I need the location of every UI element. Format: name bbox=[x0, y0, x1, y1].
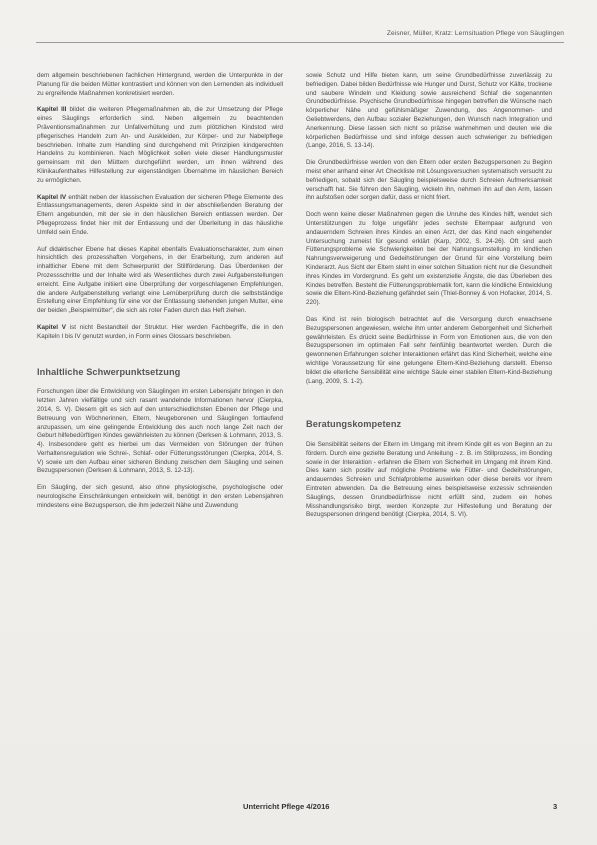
section-heading: Inhaltliche Schwerpunktsetzung bbox=[37, 366, 181, 377]
paragraph-text: Das Kind ist rein biologisch betrachtet auf die Versorgung durch erwachsene Bezugspersonen angewiesen, welche ihm unter anderem Geborgenheit und Sicherheit gewährleisten. Es drückt seine Bedürfnisse in Form von Emotionen aus, die von den Bezugspersonen im optimalen Fall sehr feinfühlig beantwortet werden. Durch die gewonnenen Erfahrungen solcher Interaktionen erfährt das Kind Sicherheit, welche eine wichtige Voraussetzung für eine gelungene Eltern-Kind-Beziehung darstellt. Ebenso bildet die elterliche Sensibilität eine wichtige Säule einer stabilen Eltern-Kind-Beziehung (Lang, 2009, S. 1-2). bbox=[306, 315, 552, 385]
paragraph-text: Die Sensibilität seitens der Eltern im Umgang mit ihrem Kinde gilt es von Beginn an zu fördern. Durch eine gezielte Beratung und Anleitung - z. B. im Stillprozess, im Bonding sowie in der Interaktion - erfahren die Eltern von Sicherheit im Umgang mit ihrem Kind. Dies kann sich positiv auf mögliche Probleme wie Fütter- und Gedeihstörungen, andauerndes Schreien und Schlafprobleme auswirken oder diese bereits vor ihrem Eintreten abwenden. Da die Betreuung eines beispielsweise exzessiv schreienden Säuglings, dessen Grundbedürfnisse nicht erfüllt sind, zudem ein hohes Misshandlungsrisiko birgt, werden Konzepte zur Hilfestellung und Beratung der Bezugspersonen dringend benötigt (Cierpka, 2014, S. VI). bbox=[306, 441, 552, 519]
paragraph bbox=[306, 211, 552, 308]
left-column bbox=[37, 72, 283, 519]
paragraph bbox=[306, 441, 552, 520]
paragraph bbox=[306, 316, 552, 386]
footer-issue: Unterricht Pflege 4/2016 bbox=[243, 802, 330, 811]
paragraph bbox=[37, 324, 283, 342]
running-header-text: Zeisner, Müller, Kratz: Lernsituation Pflege von Säuglingen bbox=[386, 30, 564, 37]
paragraph bbox=[37, 246, 283, 316]
paragraph bbox=[37, 106, 283, 185]
paragraph-text: Doch wenn keine dieser Maßnahmen gegen die Unruhe des Kindes hilft, wendet sich Unterstützungen zu folge ungefähr jedes sechste Elternpaar aufgrund von andauerndem Schreien ihres Kindes an einen Arzt, der das Kind nach eingehender Untersuchung zumeist für gesund erklärt (Karp, 2002, S. 24-26). Oft sind auch Fütterungsprobleme wie Schwierigkeiten bei der Nahrungsumstellung im kindlichen Nahrungsverweigerung und Gedeihstörungen der Grund für eine Vorstellung beim Kinderarzt. Aus Sicht der Eltern steht in einer solchen Situation nicht nur die Gesundheit ihres Kindes im Vordergrund. Es geht um existenzielle Ängste, die das Überleben des Kindes betreffen. Besteht die Fütterungsproblematik fort, kann die kindliche Entwicklung sowie die Eltern-Kind-Beziehung gefährdet sein (Thiel-Bonney & von Hofacker, 2014, S. 220). bbox=[306, 211, 552, 307]
paragraph-text: dem allgemein beschriebenen fachlichen Hintergrund, werden die Unterpunkte in der Planung für die beiden Mütter kontrastiert und können von den Lernenden als individuell zu ergreifende Maßnahmen konkretisiert werden. bbox=[37, 72, 283, 97]
paragraph bbox=[306, 159, 552, 203]
paragraph bbox=[37, 388, 283, 476]
paragraph-text: Ein Säugling, der sich gesund, also ohne physiologische, psychologische oder neurologische Einschränkungen entwickeln will, benötigt in den ersten Lebensjahren mindestens eine Bezugsperson, die ihm jederzeit Nähe und Zuwendung bbox=[37, 484, 283, 509]
running-header bbox=[36, 30, 564, 43]
paragraph bbox=[37, 484, 283, 510]
paragraph bbox=[37, 72, 283, 98]
paragraph-text: bildet die weiteren Pflegemaßnahmen ab, die zur Umsetzung der Pflege eines Säuglings erforderlich sind. Neben allgemein zu beachtenden Präventionsmaßnahmen zur Unfallverhütung und zum plötzlichen Kindstod wird pflegerisches Handeln zum An- und Auskleiden, zur Körper- und zur Nabelpflege beschrieben. Inhalte zum Handling sind durchgehend mit Prinzipien kindgerechten Handelns zu kombinieren. Nach Möglichkeit sollen viele dieser Handlungsmuster gemeinsam mit den Müttern durchgeführt werden, um ihnen während des Klinikaufenthaltes Hilfestellung zur eigenständigen Übernahme im häuslichen Bereich zu ermöglichen. bbox=[37, 106, 283, 184]
section-heading: Beratungskompetenz bbox=[306, 419, 402, 430]
paragraph-text: Forschungen über die Entwicklung von Säuglingen im ersten Lebensjahr bringen in den letzten Jahren vielfältige und sich rasant wandelnde Informationen hervor (Cierpka, 2014, S. V). Diesem gilt es sich auf den unterschiedlichsten Ebenen der Pflege und Betreuung von Wöchnerinnen, Eltern, Neugeborenen und Säuglingen fortlaufend anzupassen, um eine gelingende Entwicklung des auch noch lange Zeit nach der Geburt hilfebedürftigen Kindes gewährleisten zu können (Derksen & Lohmann, 2013, S. 4). Insbesondere geht es hierbei um das Vermeiden von Störungen der frühen Verhaltensregulation wie Schrei-, Schlaf- oder Fütterungsstörungen (Cierpka, 2014, S. V) sowie um den Aufbau einer sicheren Bindung zwischen dem Säugling und seinen Bezugspersonen (Derksen & Lohmann, 2013, S. 12-13). bbox=[37, 388, 283, 475]
paragraph-lead: Kapitel V bbox=[37, 323, 66, 331]
paragraph-text: Die Grundbedürfnisse werden von den Eltern oder ersten Bezugspersonen zu Beginn meist eher anhand einer Art Checkliste mit Lösungsversuchen systematisch versucht zu befriedigen, sobald sich der Säugling beispielsweise durch Schreien Aufmerksamkeit verschafft hat. Sie führen den Säugling, wickeln ihn, nehmen ihn auf den Arm, lassen ihn aufstoßen oder sorgen dafür, dass er nicht friert. bbox=[306, 159, 552, 202]
paragraph-text: sowie Schutz und Hilfe bieten kann, um seine Grundbedürfnisse zuverlässig zu befriedigen. Dabei bilden Bedürfnisse wie Hunger und Durst, Schutz vor Kälte, trockene und saubere Windeln und Kleidung sowie ausreichend Schlaf die sogenannten Grundbedürfnisse. Psychische Grundbedürfnisse hingegen betreffen die Wünsche nach körperlicher Nähe und gefühlsmäßiger Zuwendung, des Angenommen- und Geliebtwerdens, den Aufbau sozialer Beziehungen, den Wunsch nach Integration und Anerkennung. Diese lassen sich nicht so präzise wahrnehmen und deuten wie die körperlichen Bedürfnisse und sind infolge dessen auch schwieriger zu befriedigen (Lange, 2016, S. 13-14). bbox=[306, 72, 552, 150]
paragraph-text: ist nicht Bestandteil der Struktur. Hier werden Fachbegriffe, die in den Kapiteln I bis IV genutzt wurden, in Form eines Glossars beschrieben. bbox=[37, 323, 283, 340]
page-footer bbox=[0, 802, 597, 816]
paragraph-text: Auf didaktischer Ebene hat dieses Kapitel ebenfalls Evaluationscharakter, zum einen hinsichtlich des prozesshaften Vorgehens, in der Erarbeitung, zum anderen auf inhaltlicher Ebene mit dem Schwerpunkt der Stillförderung. Das Überdenken der Prozessschritte und der Inhalte wird als Wesentliches durch zwei Aufgabenstellungen erreicht. Eine Aufgabe initiiert eine Überprüfung der vorgeschlagenen Empfehlungen, die andere Aufgabenstellung verlangt eine Lernüberprüfung durch die selbstständige Erstellung einer Empfehlung für eine vor der Entlassung stehenden jungen Mutter, eine der beiden „Beispielmütter“, die sich als roter Faden durch das Heft ziehen. bbox=[37, 245, 283, 315]
paragraph-lead: Kapitel III bbox=[37, 106, 67, 114]
right-column bbox=[306, 72, 552, 528]
paragraph bbox=[37, 194, 283, 238]
paragraph-text: enthält neben der klassischen Evaluation der sicheren Pflege Elemente des Entlassungsmanagements, deren Aspekte sind in der abschließenden Beratung der Eltern angebunden, mit der sie in den häuslichen Bereich entlassen werden. Der Pflegeprozess findet hier mit der Entlassung und der Überleitung in das häusliche Umfeld sein Ende. bbox=[37, 193, 283, 236]
page-number: 3 bbox=[553, 802, 558, 811]
paragraph-lead: Kapitel IV bbox=[37, 193, 67, 201]
paragraph bbox=[306, 72, 552, 151]
